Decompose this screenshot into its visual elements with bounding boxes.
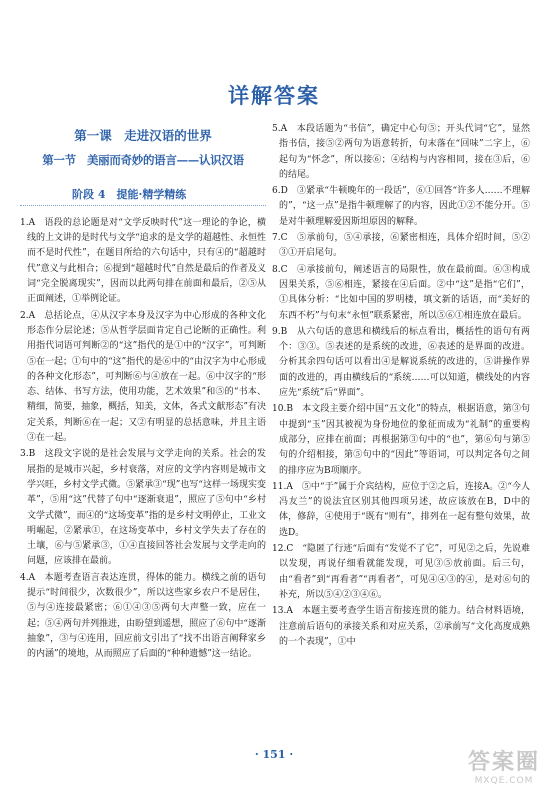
answer-item: 6.D ③紧承“牛顿晚年的一段话”，⑥①回答“许多人……不理解的”，“这一点”是指牛顿理解了的内容，因此①②不能分开。⑤是对牛顿理解爱因斯坦原因的解释。 bbox=[272, 186, 530, 227]
answer-item: 2.A 总括论点，④从汉字本身及汉字为中心形成的各种文化形态作分层论述；⑤从哲学层面肯定自己论断的正确性。利用指代词语可判断②的“这”指代的是①中的“汉字”，可判断⑤在一起；①句中的“这”指代的是⑥中的“由汉字为中心形成的各种文化形态”，可判断⑥与④放在一起。⑥中汉字的“形态、结体、书写方法，使用功能，艺术效果”和⑤的“书本、精细，简要，抽象，概括，知美，文体，各式文献形态”有决定关系，判断⑥在一起；又②有明显的总括意味，并且主语③在一起。 bbox=[20, 310, 266, 444]
answer-item: 1.A 语段的总论题是对“文学反映时代”这一理论的争论，横线的上文讲的是时代与文学“追求的是文学的超越性、永恒性而不是时代性”，在题目所给的六句话中，只有④的“超越时代”意义与此相合；⑥提到“超越时代”自然是最后的作者及义词“完全脱离现实”，因而以此两句排在前面和最后，②⑤从正面阐述，①举例论证。 bbox=[20, 217, 266, 305]
right-column bbox=[272, 122, 530, 651]
watermark-main: 答案圈 bbox=[467, 750, 540, 775]
answer-item: 10.B 本文段主要介绍中国“五文化”的特点，根据语意，第③句中提到“玉”因其被视为身份地位的象征而成为“礼制”的重要构成部分，应排在前面；再根据第③句中的“也”，第⑥句与第⑤句的介绍相接，第⑤句中的“因此”等语词，可以判定各句之间的排序应为B项顺序。 bbox=[272, 404, 530, 476]
answer-item: 11.A ⑤中“于”属于介宾结构，应位于②之后，连接A。②“今人冯友兰”的说法宜区别其他四项另述，故应该放在B，D中的体，修辞，④使用于“既有“则有”，排列在一起有整句效果，故选D。 bbox=[272, 481, 530, 538]
page-number-value: 151 bbox=[262, 748, 286, 761]
answer-item: 8.C ④承接前句，阐述语言的局限性，放在最前面。⑥③构成因果关系，⑤⑥相连，紧接在④后面。②中“这”是指“它们”，①具体分析：“比如中国的罗明楼，填文新的话语，而“美好的东西不朽”与句末“永恒”联系紧密，所以⑤⑥①相连放在最后。 bbox=[272, 264, 530, 321]
lesson-title: 第一课 走进汉语的世界 bbox=[74, 128, 212, 143]
watermark-sub: MXQE.COM bbox=[474, 776, 534, 786]
answer-item: 13.A 本题主要考查学生语言衔接连贯的能力。结合材料语境，注意前后语句的承接关系和对应关系，②承前写“文化高度成熟的一个表现”，①中 bbox=[272, 606, 530, 647]
page-number bbox=[0, 748, 548, 761]
left-column bbox=[20, 122, 266, 664]
answer-item: 7.C ⑤承前句，⑤④承接，⑥紧密相连，具体介绍时间，⑤②③①开启尾句。 bbox=[272, 233, 530, 259]
stage-title: 阶段 4 提能·精学精练 bbox=[20, 187, 266, 206]
answer-item: 3.B 这段文字说的是社会发展与文学走向的关系。社会的发展指的是城市兴起，乡村衰落，对应的文学内容则是城市文学兴旺，乡村文学式微。⑤紧承③“现”也写“这样一场现实变革”，⑤用“这”代替了句中“逐渐衰退”，照应了⑤句中“乡村文学式微”，而④的“这场变革”指的是乡村文明停止，工业文明崛起，②紧承①，在这场变革中，乡村文学失去了存在的土壤，⑥与⑤紧承③，①④直接回答社会发展与文学走向的问题，应该排在最前。 bbox=[20, 449, 266, 567]
answer-item: 4.A 本题考查语言表达连贯，得体的能力。横线之前的语句提示“时间很少，次数很少”，所以这些家乡农户不是居住，⑤与④连接最紧密；⑥①④③⑤两句大声整一致，应在一起；⑤④两句并列推进，由盼望到遥想，照应了⑥句中“逐渐抽象”，③与④连用，回应前文引出了“找不出语言阐释家乡的内涵”的境地，从而照应了后面的“种种遗憾”这一结论。 bbox=[20, 572, 266, 660]
answer-item: 9.B 从六句话的意思和横线后的标点看出，概括性的语句有两个：③③。⑤表述的是系统的改进，⑥表述的是界面的改进。分析其余四句话可以看出④是解说系统的改进的，⑤讲操作界面的改进的，再由横线后的“系统……可以知道，横线处的内容应先“系统”后“界面”。 bbox=[272, 326, 530, 399]
page-number-dot-left: · bbox=[254, 748, 259, 761]
watermark-logo bbox=[468, 745, 540, 786]
section-title: 第一节 美丽而奇妙的语言——认识汉语 bbox=[42, 153, 244, 168]
page-title: 详解答案 bbox=[228, 83, 320, 108]
page-number-dot-right: · bbox=[289, 748, 294, 761]
answer-item: 5.A 本段话题为“书信”，确定中心句⑤；开头代词“它”，显然指书信，接⑤②两句为语意转折，句末落在“回味”二字上，⑥起句为“怀念”，所以接⑥；④结构与内容相同，接在③后，⑥的结尾。 bbox=[272, 124, 530, 180]
answer-item: 12.C “隐匿了行迹“后面有“发觉不了它”，可见②之后，先说难以发现，再说仔细看就能发现，可见③⑤放前面。后三句，由“看者”到“再看者”“再看者”，可见④④③的④，是对⑥句的补充，所以⑤④②③④⑥。 bbox=[272, 544, 530, 600]
